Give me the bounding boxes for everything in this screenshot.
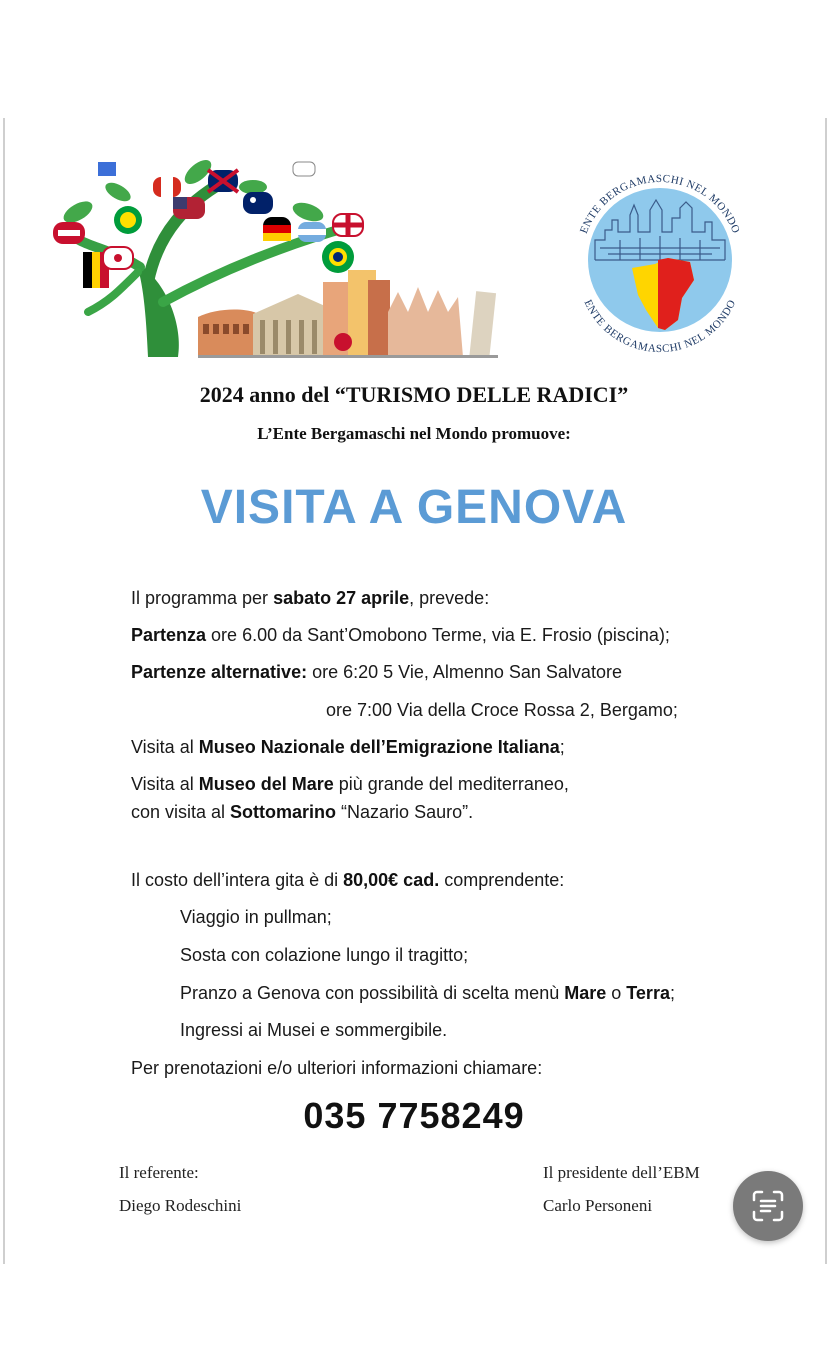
- left-signature-name: Diego Rodeschini: [119, 1196, 242, 1215]
- cost-item-entries: Ingressi ai Musei e sommergibile.: [180, 1020, 448, 1040]
- scan-text-icon: [751, 1189, 785, 1223]
- roots-tree-illustration: [48, 152, 503, 362]
- phone-number: 035 7758249: [303, 1095, 525, 1136]
- right-signature-role: Il presidente dell’EBM: [543, 1163, 700, 1182]
- scan-text-button[interactable]: [733, 1171, 803, 1241]
- building-shape: [368, 280, 390, 357]
- lunch-mid: o: [606, 983, 627, 1003]
- alt-departure-label: Partenze alternative:: [131, 662, 308, 682]
- visit1-museum: Museo Nazionale dell’Emigrazione Italiana: [198, 737, 560, 757]
- lunch-pre: Pranzo a Genova con possibilità di scelta menù: [180, 983, 565, 1003]
- logo-ring-text-bottom: ENTE BERGAMASCHI NEL MONDO: [581, 297, 739, 356]
- visit3-submarine: Sottomarino: [230, 802, 337, 822]
- duomo-shape: [388, 287, 463, 357]
- cost-pre: Il costo dell’intera gita è di: [131, 870, 344, 890]
- visit1-pre: Visita al: [131, 737, 199, 757]
- visit1-post: ;: [559, 737, 565, 757]
- leaf: [102, 179, 133, 205]
- leaf: [239, 180, 267, 194]
- ebm-logo-graphic: [560, 160, 760, 360]
- lunch-option-mare: Mare: [564, 983, 607, 1003]
- program-intro: [131, 588, 489, 609]
- departure-label: Partenza: [131, 625, 207, 645]
- visit2-pre: Visita al: [131, 774, 199, 794]
- program-date: sabato 27 aprile: [273, 588, 410, 608]
- flag-leaf: [293, 162, 315, 176]
- cost-post: comprendente:: [439, 870, 565, 890]
- pisa-tower-shape: [469, 291, 496, 358]
- alt-departure-text-1: ore 6:20 5 Vie, Almenno San Salvatore: [307, 662, 622, 682]
- monuments-skyline: [198, 270, 498, 358]
- program-intro-post: , prevede:: [409, 588, 490, 608]
- visit2-post: più grande del mediterraneo,: [333, 774, 569, 794]
- tree-trunk: [136, 262, 179, 357]
- ebm-logo: [560, 160, 760, 360]
- page-title: VISITA A GENOVA: [200, 481, 628, 534]
- screen-top-margin: [0, 0, 828, 118]
- lunch-post: ;: [669, 983, 675, 1003]
- promoter-line: L’Ente Bergamaschi nel Mondo promuove:: [257, 424, 571, 443]
- cost-price: 80,00€ cad.: [343, 870, 440, 890]
- flag-leaf: [58, 230, 80, 236]
- flag-leaf: [161, 177, 173, 197]
- visit-line-2: [131, 774, 569, 795]
- logo-ring-text-top: ENTE BERGAMASCHI NEL MONDO: [577, 172, 743, 236]
- visit-line-3: [131, 802, 473, 823]
- visit3-post: “Nazario Sauro”.: [336, 802, 474, 822]
- headline: 2024 anno del “TURISMO DELLE RADICI”: [199, 382, 629, 407]
- cost-line: [131, 870, 564, 891]
- alt-departure-line-2: ore 7:00 Via della Croce Rossa 2, Bergamo;: [326, 700, 678, 720]
- visit-line-1: [131, 737, 565, 758]
- cost-item-bus: Viaggio in pullman;: [180, 907, 332, 927]
- cost-item-lunch: [180, 983, 675, 1004]
- flag-leaf: [243, 192, 273, 214]
- visit2-museum: Museo del Mare: [198, 774, 334, 794]
- program-intro-pre: Il programma per: [131, 588, 274, 608]
- contact-text: Per prenotazioni e/o ulteriori informazioni chiamare:: [131, 1058, 543, 1078]
- leaf: [290, 199, 326, 225]
- right-signature-name: Carlo Personeni: [543, 1196, 653, 1215]
- departure-line: [131, 625, 670, 646]
- alt-departure-line-1: [131, 662, 622, 683]
- cost-item-breakfast: Sosta con colazione lungo il tragitto;: [180, 945, 469, 965]
- departure-text: ore 6.00 da Sant’Omobono Terme, via E. Frosio (piscina);: [206, 625, 670, 645]
- flag-leaf: [98, 162, 116, 176]
- lunch-option-terra: Terra: [626, 983, 670, 1003]
- scooter-rider: [334, 333, 352, 351]
- flag-leaf: [120, 212, 136, 228]
- visit3-pre: con visita al: [131, 802, 231, 822]
- flag-leaf: [173, 197, 187, 209]
- left-signature-role: Il referente:: [119, 1163, 199, 1182]
